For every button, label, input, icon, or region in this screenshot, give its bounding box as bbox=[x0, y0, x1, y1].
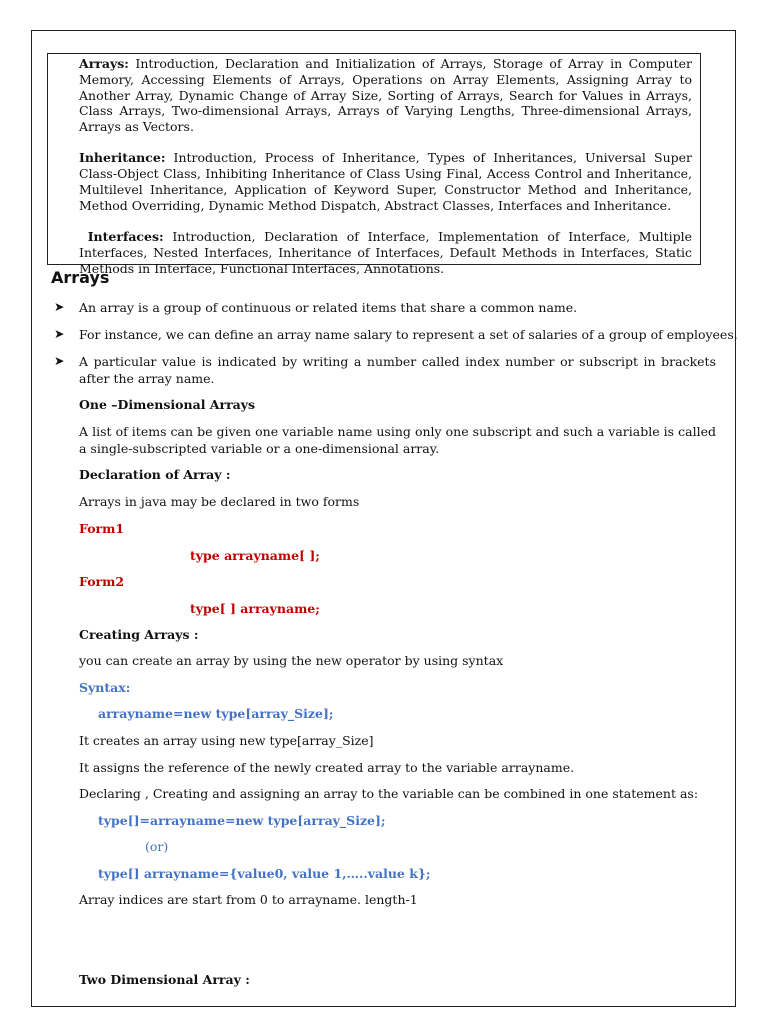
creates-text: It creates an array using new type[array_Size] bbox=[79, 733, 374, 748]
arrow-bullet-icon: ➤ bbox=[54, 326, 65, 341]
syllabus-inheritance: Inheritance: Introduction, Process of Inheritance, Types of Inheritances, Universal Super Class-Object Class, Inhibiting Inheritance of Class Using Final, Access Control and Inheritance, Multilevel Inheritance, Application of Keyword Super, Constructor Method and Inheritance, Method Overriding, Dynamic Method Dispatch, Abstract Classes, Interfaces and Inheritance. bbox=[79, 150, 692, 213]
combined-code-1: type[]=arrayname=new type[array_Size]; bbox=[98, 813, 386, 828]
form1-code: type arrayname[ ]; bbox=[190, 548, 320, 563]
creating-heading: Creating Arrays : bbox=[79, 627, 199, 642]
assigns-text: It assigns the reference of the newly created array to the variable arrayname. bbox=[79, 760, 575, 775]
declaration-heading: Declaration of Array : bbox=[79, 467, 231, 482]
combined-code-2: type[] arrayname={value0, value 1,…..value k}; bbox=[98, 866, 431, 881]
indices-text: Array indices are start from 0 to arrayname. length-1 bbox=[79, 892, 418, 907]
creating-text: you can create an array by using the new operator by using syntax bbox=[79, 653, 504, 668]
form2-code: type[ ] arrayname; bbox=[190, 601, 320, 616]
two-dim-heading: Two Dimensional Array : bbox=[79, 972, 250, 987]
arrow-bullet-icon: ➤ bbox=[54, 299, 65, 314]
syllabus-box bbox=[47, 53, 701, 276]
bullet-item: A particular value is indicated by writing a number called index number or subscript in brackets after the array name. bbox=[79, 354, 716, 386]
one-dim-heading: One –Dimensional Arrays bbox=[79, 397, 256, 412]
one-dim-text: A list of items can be given one variable name using only one subscript and such a variable is called a single-subscripted variable or a one-dimensional array. bbox=[79, 424, 716, 456]
syllabus-interfaces: Interfaces: Introduction, Declaration of Interface, Implementation of Interface, Multiple Interfaces, Nested Interfaces, Inheritance of Interfaces, Default Methods in Interfaces, Static Methods in Interface, Functional Interfaces, Annotations. bbox=[79, 229, 692, 276]
form1-label: Form1 bbox=[79, 521, 125, 536]
bullet-item: For instance, we can define an array name salary to represent a set of salaries of a group of employees. bbox=[79, 327, 738, 342]
section-heading: Arrays bbox=[51, 268, 110, 287]
syntax-label: Syntax: bbox=[79, 680, 131, 695]
or-text: (or) bbox=[145, 839, 169, 854]
syllabus-arrays: Arrays: Introduction, Declaration and Initialization of Arrays, Storage of Array in Computer Memory, Accessing Elements of Arrays, Operations on Array Elements, Assigning Array to Another Array, Dynamic Change of Array Size, Sorting of Arrays, Search for Values in Arrays, Class Arrays, Two-dimensional Arrays, Arrays of Varying Lengths, Three-dimensional Arrays, Arrays as Vectors. bbox=[79, 56, 692, 135]
declaration-text: Arrays in java may be declared in two forms bbox=[79, 494, 360, 509]
form2-label: Form2 bbox=[79, 574, 125, 589]
syntax-code: arrayname=new type[array_Size]; bbox=[98, 706, 334, 721]
combined-text: Declaring , Creating and assigning an array to the variable can be combined in one statement as: bbox=[79, 786, 699, 801]
bullet-item: An array is a group of continuous or related items that share a common name. bbox=[79, 300, 578, 315]
arrow-bullet-icon: ➤ bbox=[54, 353, 65, 368]
